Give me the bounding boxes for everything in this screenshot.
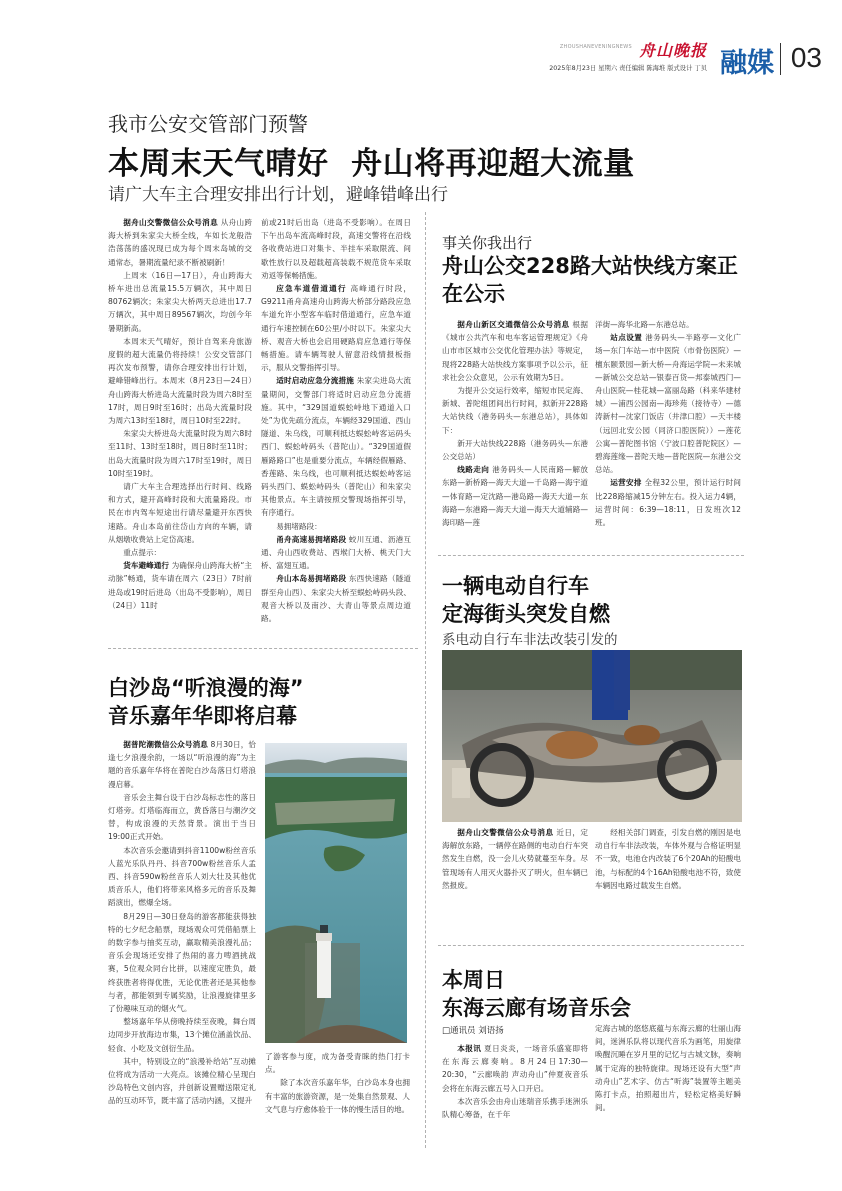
column-divider xyxy=(425,212,426,1148)
para: 线路走向 港务码头—人民南路—解放东路—新桥路—海天大道—千岛路—海宇道—体育路—定沈路—港岛路—海天大道—东海路—东港路—海天大道—海天大道辅路—海印路—莲 xyxy=(442,465,589,528)
para: 前或21时后出岛（进岛不受影响）。在周日下午出岛车流高峰时段，高速交警将在沿线各收费站进口对集卡、半挂车采取限流、间歇性放行以及超载超高装载不规范货车采取劝返等保畅措施。 xyxy=(261,218,411,280)
para: 上周末（16日—17日），舟山跨海大桥车进出总流量15.5万辆次，其中周日80762辆次；朱家尖大桥两天总进出17.7万辆次，其中周日89567辆次，均创今年暑期新高。 xyxy=(108,270,252,333)
para: 舟山本岛易拥堵路段 东西快速路（隧道群至舟山西）、朱家尖大桥至蜈蚣峙码头段、观音大桥以及南沙、大青山等景点周边道路。 xyxy=(261,574,411,624)
para: 据普陀潮微信公众号消息 8月30日，恰逢七夕浪漫余韵，一场以“听浪漫的海”为主题的音乐嘉年华将在普陀白沙岛落日灯塔浪漫启幕。 xyxy=(108,740,256,789)
para: 易拥堵路段： xyxy=(276,521,322,531)
music-headline-1: 白沙岛“听浪漫的海” xyxy=(108,676,304,700)
para: 据舟山交警微信公众号消息 近日，定海解放东路，一辆停在路侧的电动自行车突然发生自燃，没一会儿火势就蔓至车身。尽管现场有人用灭火器扑灭了明火，但车辆已然报废。 xyxy=(442,828,589,890)
burned-ebike-photo xyxy=(442,650,742,822)
bus-kicker: 事关你我出行 xyxy=(442,234,533,252)
bike-headline-2: 定海街头突发自燃 xyxy=(442,602,610,626)
lead-headline: 本周末天气晴好 舟山将再迎超大流量 xyxy=(108,146,635,182)
lead-col2 xyxy=(261,216,411,625)
para: 重点提示： xyxy=(123,548,162,558)
paper-name-logo: 舟山晚报 xyxy=(638,41,707,60)
baisha-island-lighthouse-photo xyxy=(265,743,407,1043)
para: 适时启动应急分流措施 朱家尖进岛大流量期间，交警部门将适时启动应急分流措施。其中，“329国道蜈蚣峙地下通道入口处”为优先疏分流点，车辆经329国道、西山隧道、朱乌线，可顺利抵达蜈蚣峙客运码头西门、蜈蚣峙码头（普陀山）。“329国道假雁路路口”也是重要分流点，车辆经假雁路、香莲路、朱乌线，也可顺利抵达蜈蚣峙客运码头西门、蜈蚣峙码头（普陀山）和朱家尖其他景点。车主请按照交警现场指挥引导，有序通行。 xyxy=(261,376,412,518)
bus-col2 xyxy=(595,318,741,529)
para: 整场嘉年华从傍晚持续至夜晚，舞台周边同步开放海边市集，13个摊位涵盖饮品、轻食、小吃及文创衍生品。 xyxy=(108,1017,256,1053)
concert-col2 xyxy=(595,1022,741,1114)
bus-col1 xyxy=(442,318,588,529)
para: 8月29日—30日登岛的游客都能获得独特的七夕纪念船票，现场观众可凭借船票上的数字参与抽奖互动，赢取精美浪漫礼品；音乐会现场还安排了热闹的喜力啤酒挑战赛，5位观众同台比拼，以速度定胜负，最终获胜者将得优胜，无论优胜者还是其他参与者，都能领到专属奖励，让浪漫旋律里多了份趣味互动的烟火气。 xyxy=(108,911,256,1014)
section-divider xyxy=(438,555,744,556)
concert-byline: □通讯员 刘语扬 xyxy=(442,1026,504,1036)
para: 了游客参与度，成为备受青睐的热门打卡点。 xyxy=(265,1052,410,1075)
music-col2 xyxy=(265,1050,410,1116)
burned-ebike-illustration xyxy=(442,650,742,822)
para: 应急车道借道通行 高峰通行时段，G9211甬舟高速舟山跨海大桥部分路段应急车道允许小型客车临时借道通行，应急车道通行车速控制在60公里/小时以下。朱家尖大桥、观音大桥也会启用硬路肩应急通行等保畅措施。请车辆驾驶人留意沿线情报板指示，服从交警指挥引导。 xyxy=(261,284,412,373)
bike-headline-1: 一辆电动自行车 xyxy=(442,574,589,598)
bus-headline: 舟山公交228路大站快线方案正在公示 xyxy=(442,254,738,306)
concert-headline-1: 本周日 xyxy=(442,968,505,992)
concert-col1 xyxy=(442,1042,588,1121)
bike-deck: 系电动自行车非法改装引发的 xyxy=(442,632,618,648)
para: 新开大站快线228路（港务码头—东港公交总站） xyxy=(442,438,588,462)
page-number: 03 xyxy=(790,42,822,73)
music-headline-2: 音乐嘉年华即将启幕 xyxy=(108,704,297,728)
para: 本报讯 夏日炎炎，一场音乐盛宴即将在东海云廊奏响。8月24日17:30—20:30，“云廊唤韵 声动舟山”仲夏夜音乐会将在东海云廊五号入口开启。 xyxy=(442,1044,589,1093)
section-name: 融媒 xyxy=(720,48,774,79)
para: 洋街—海华北路—东港总站。 xyxy=(595,320,694,329)
para: 本次音乐会邀请到抖音1100w粉丝音乐人蓝光乐队丹丹、抖音700w粉丝音乐人孟西、抖音590w粉丝音乐人刘大壮及其他优质音乐人，他们将带来风格多元的音乐及舞蹈演出，燃爆全场。 xyxy=(108,845,256,908)
section-divider xyxy=(438,945,744,946)
lead-deck: 请广大车主合理安排出行计划，避峰错峰出行 xyxy=(108,185,448,205)
bike-col1 xyxy=(442,826,588,892)
para: 除了本次音乐嘉年华，白沙岛本身也拥有丰富的旅游资源，是一处集自然景观、人文气息与疗愈体验于一体的慢生活目的地。 xyxy=(265,1078,410,1114)
para: 其中，特别设立的“浪漫补给站”互动摊位将成为活动一大亮点。该摊位精心呈现白沙岛特色文创内容，并创新设置赠送限定礼品的互动环节，既丰富了活动内涵，又提升 xyxy=(108,1056,256,1106)
para: 据舟山交警微信公众号消息 从舟山跨海大桥到朱家尖大桥全线，车如长龙般浩浩荡荡的盛况现已成为每个周末岛城的交通常态，暑期流量纪录不断被刷新！ xyxy=(108,218,253,267)
para: 甬舟高速易拥堵路段 蛟川互通、沥港互通、舟山西收费站、西堠门大桥、桃天门大桥、富翅互通。 xyxy=(261,534,411,571)
para: 音乐会主舞台设于白沙岛标志性的落日灯塔旁。灯塔临海而立，黄昏落日与潮汐交替，构成浪漫的天然背景。演出于当日19:00正式开始。 xyxy=(108,792,256,842)
para: 站点设置 港务码头—半路亭—文化广场—东门车站—市中医院（市骨伤医院）—檀东颐景园—新大桥—舟海运学院—未来城—新城公交总站—银泰百货—邦泰城西门—舟山医院—桂花城—富丽岛路（科来华建材城）—浦西公园南—海珍苑（接待寺）—德涛新村—沈家门饭店（井津口腔）—天丰楼（远回北安公园（同济口腔医院））—莲花公寓—普陀图书馆（宁波口腔普陀院区）—碧海莲缘—普陀天地—普陀医院—东港公交总站。 xyxy=(595,333,742,475)
music-col1 xyxy=(108,738,256,1108)
para: 经相关部门调查，引发自燃的刚因是电动自行车非法改装，车体外观与合格证明显不一致，电池仓内改装了6个20Ah的铅酸电池，与标配的4个16Ah铅酸电池不符，致使车辆因电路过载发生自燃。 xyxy=(595,828,741,890)
para: 运营安排 全程32公里，预计运行时间比228路缩减15分钟左右。投入运力4辆，运营时间：6:39—18:11，日发班次12班。 xyxy=(595,478,741,528)
para: 本周末天气晴好，预计自驾来舟旅游度假的超大流量仍将持续！公安交管部门再次发布预警，请你合理安排出行计划，避峰错峰出行。本周末（8月23日—24日）舟山跨海大桥进岛大流量时段为周六8时至17时，周日9时至16时；出岛大流量时段为周六13时至18时，周日10时至22时。 xyxy=(108,336,252,426)
lead-col1 xyxy=(108,216,252,612)
dateline: 2025年8月23日 星期六 责任编辑 陈海堆 版式设计 丁贝 xyxy=(549,65,707,72)
masthead xyxy=(440,38,822,82)
paper-url: ZHOUSHANEVENINGNEWS xyxy=(559,44,632,50)
concert-headline-2: 东海云廊有场音乐会 xyxy=(442,996,631,1020)
para: 货车避峰通行 为确保舟山跨海大桥“主动脉”畅通，货车请在周六（23日）7时前进岛或19时后进岛（出岛不受影响），周日（24日）11时 xyxy=(108,561,253,610)
para: 请广大车主合理选择出行时间、线路和方式，避开高峰时段和大流量路段。市民在市内驾车短途出行请尽量避开东西快速路。舟山本岛前往岱山方向的车辆，请从烟墩收费站上定岱高速。 xyxy=(108,482,252,544)
para: 据舟山新区交通微信公众号消息 根据《城市公共汽车和电车客运管理规定》《舟山市市区城市公交优化管理办法》等规定，现将228路大站快线方案事项予以公示，征求社会公众意见，公示有效期为5日。 xyxy=(442,320,589,382)
bike-col2 xyxy=(595,826,741,892)
para: 定海古城的悠悠底蕴与东海云廊的壮丽山海间，迷洲乐队将以现代音乐为画笔，用旋律唤醒沉睡在岁月里的记忆与古城文脉，奏响属于定海的独特旋律。现场还设有大型“声动舟山”艺术字、仿古“听海”装置等主题美陈打卡点，拍照超出片，轻松定格美好瞬间。 xyxy=(595,1024,741,1113)
lead-kicker: 我市公安交管部门预警 xyxy=(108,112,308,136)
masthead-divider xyxy=(780,43,782,75)
section-divider xyxy=(108,648,418,649)
para: 朱家尖大桥进岛大流量时段为周六8时至11时、13时至18时，周日8时至11时；出岛大流量时段为周六17时至19时，周日10时至19时。 xyxy=(108,429,252,478)
para: 本次音乐会由舟山迷瑞音乐携手迷洲乐队精心筹备，在千年 xyxy=(442,1096,588,1120)
baisha-island-illustration xyxy=(265,743,407,1043)
para: 为提升公交运行效率，缩短市民定海、新城、普陀组团间出行时间，拟新开228路大站快线（港务码头—东港总站），具体如下： xyxy=(442,386,588,435)
